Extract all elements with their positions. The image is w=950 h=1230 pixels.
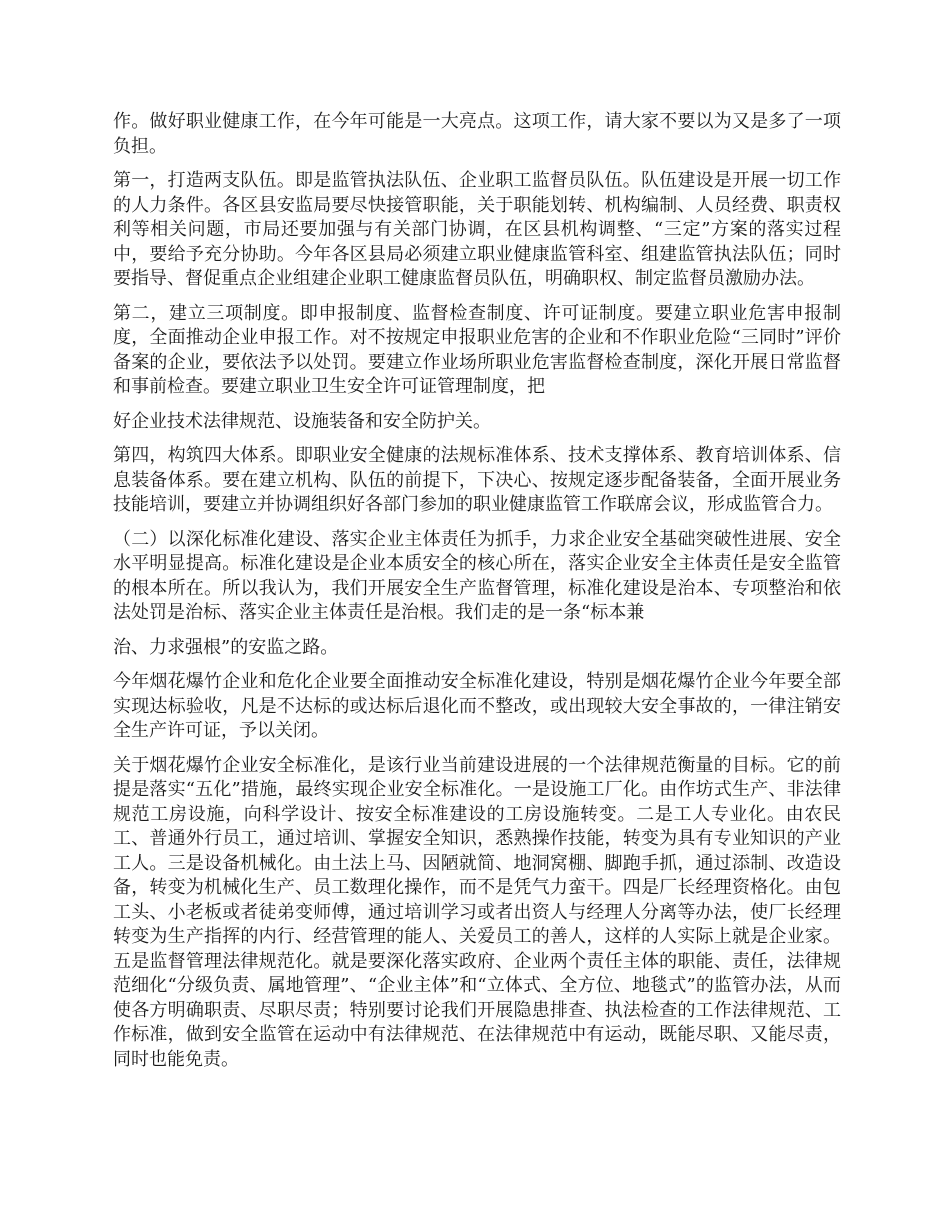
paragraph-two-teams: 第一，打造两支队伍。即是监管执法队伍、企业职工监督员队伍。队伍建设是开展一切工作的人力条件。各区县安监局要尽快接管职能，关于职能划转、机构编制、人员经费、职责权利等相关问题，市局还要加强与有关部门协调，在区县机构调整、“三定”方案的落实过程中，要给予充分协助。今年各区县局必须建立职业健康监管科室、组建监管执法队伍；同时要指导、督促重点企业组建企业职工健康监督员队伍，明确职权、制定监督员激励办法。 xyxy=(113,170,841,289)
paragraph-standardization-fragment: 治、力求强根”的安监之路。 xyxy=(113,636,339,658)
paragraph-standardization: （二）以深化标准化建设、落实企业主体责任为抓手，力求企业安全基础突破性进展、安全水平明显提高。标准化建设是企业本质安全的核心所在，落实企业安全主体责任是安全监管的根本所在。所以我认为，我们开展安全生产监督管理，标准化建设是治本、专项整治和依法处罚是治标、落实企业主体责任是治根。我们走的是一条“标本兼 xyxy=(113,528,841,623)
paragraph-fireworks-goals: 今年烟花爆竹企业和危化企业要全面推动安全标准化建设，特别是烟花爆竹企业今年要全部实现达标验收，凡是不达标的或达标后退化而不整改，或出现较大安全事故的，一律注销安全生产许可证，予以关闭。 xyxy=(113,671,841,741)
paragraph-protection-fragment: 好企业技术法律规范、设施装备和安全防护关。 xyxy=(113,410,491,432)
paragraph-three-systems: 第二，建立三项制度。即申报制度、监督检查制度、许可证制度。要建立职业危害申报制度，全面推动企业申报工作。对不按规定申报职业危害的企业和不作职业危险“三同时”评价备案的企业，要依法予以处罚。要建立作业场所职业危害监督检查制度，深化开展日常监督和事前检查。要建立职业卫生安全许可证管理制度，把 xyxy=(113,302,841,397)
paragraph-five-measures: 关于烟花爆竹企业安全标准化，是该行业当前建设进展的一个法律规范衡量的目标。它的前提是落实“五化”措施，最终实现企业安全标准化。一是设施工厂化。由作坊式生产、非法律规范工房设施，向科学设计、按安全标准建设的工房设施转变。二是工人专业化。由农民工、普通外行员工，通过培训、掌握安全知识，悉熟操作技能，转变为具有专业知识的产业工人。三是设备机械化。由土法上马、因陋就简、地洞窝棚、脚跑手抓，通过添制、改造设备，转变为机械化生产、员工数理化操作，而不是凭气力蛮干。四是厂长经理资格化。由包工头、小老板或者徒弟变师傅，通过培训学习或者出资人与经理人分离等办法，使厂长经理转变为生产指挥的内行、经营管理的能人、关爱员工的善人，这样的人实际上就是企业家。五是监督管理法律规范化。就是要深化落实政府、企业两个责任主体的职能、责任，法律规范细化“分级负责、属地管理”、“企业主体”和“立体式、全方位、地毯式”的监管办法，从而使各方明确职责、尽职尽责；特别要讨论我们开展隐患排查、执法检查的工作法律规范、工作标准，做到安全监管在运动中有法律规范、在法律规范中有运动，既能尽职、又能尽责，同时也能免责。 xyxy=(113,754,841,1070)
paragraph-continued-intro: 作。做好职业健康工作，在今年可能是一大亮点。这项工作，请大家不要以为又是多了一项负担。 xyxy=(113,111,841,157)
document-body xyxy=(113,110,841,1082)
paragraph-four-systems: 第四，构筑四大体系。即职业安全健康的法规标准体系、技术支撑体系、教育培训体系、信息装备体系。要在建立机构、队伍的前提下，下决心、按规定逐步配备装备，全面开展业务技能培训，要建立并协调组织好各部门参加的职业健康监管工作联席会议，形成监管合力。 xyxy=(113,445,841,515)
